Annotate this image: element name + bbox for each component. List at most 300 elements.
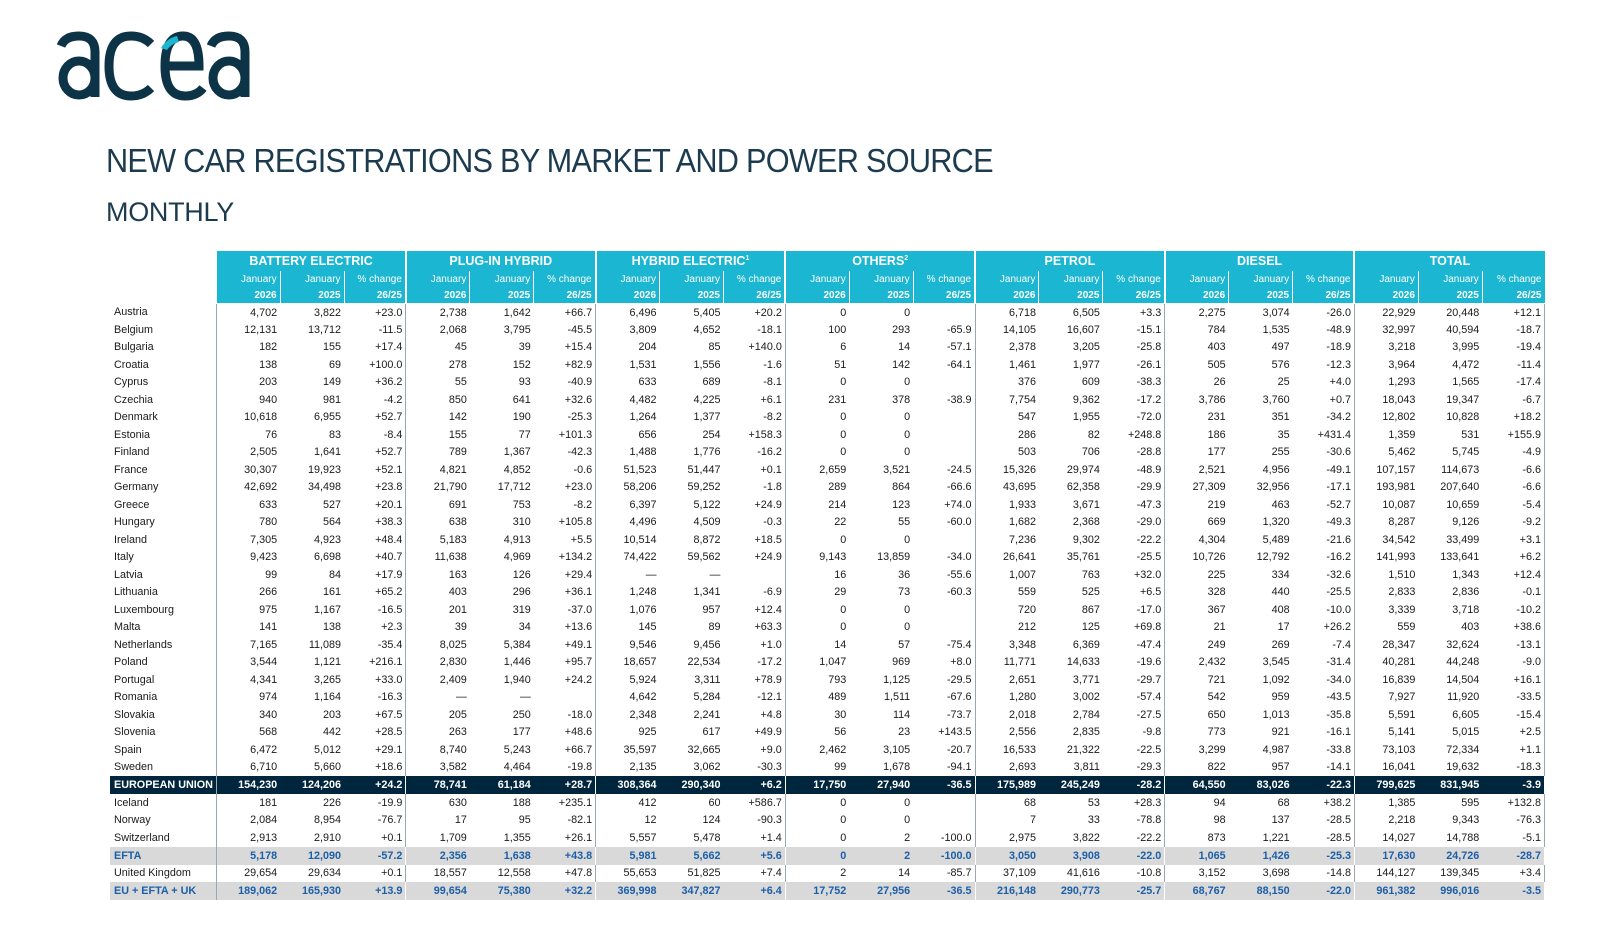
percent-change-cell: +100.0 xyxy=(344,356,406,374)
value-cell: 5,462 xyxy=(1388,446,1416,459)
value-cell: 1,007 xyxy=(1008,568,1036,581)
percent-change-cell: +6.2 xyxy=(1482,549,1544,567)
value-cell: 10,659 xyxy=(1446,498,1480,511)
value-cell: 310 xyxy=(512,516,531,529)
value-cell: 1,167 xyxy=(314,603,342,616)
table-row xyxy=(110,636,1545,654)
percent-change-cell: -38.3 xyxy=(1103,374,1165,392)
percent-change-cell: +3.1 xyxy=(1482,531,1544,549)
subheader-period: January xyxy=(1229,271,1293,287)
percent-change-cell: -33.8 xyxy=(1293,741,1355,759)
value-cell: 4,496 xyxy=(629,516,657,529)
value-cell: 0 xyxy=(904,428,911,441)
value-cell: 2,135 xyxy=(629,761,657,774)
value-cell: 177 xyxy=(512,726,531,739)
value-cell: 319 xyxy=(512,603,531,616)
country-name: Croatia xyxy=(110,356,216,374)
value-cell: 114 xyxy=(892,708,911,721)
value-cell: 219 xyxy=(1207,498,1226,511)
value-cell: 20,448 xyxy=(1446,306,1480,319)
percent-change-cell: -27.5 xyxy=(1103,706,1165,724)
percent-change-cell: -36.5 xyxy=(913,882,975,900)
percent-change-cell: +134.2 xyxy=(534,549,596,567)
country-name: Spain xyxy=(110,741,216,759)
table-row xyxy=(110,619,1545,637)
percent-change-cell: -48.9 xyxy=(1103,461,1165,479)
percent-change-cell: -16.2 xyxy=(1293,549,1355,567)
percent-change-cell: -29.9 xyxy=(1103,479,1165,497)
value-cell: 564 xyxy=(323,516,342,529)
percent-change-cell: -28.7 xyxy=(1482,847,1544,865)
percent-change-cell: +155.9 xyxy=(1482,426,1544,444)
value-cell: 73 xyxy=(898,586,911,599)
value-cell: 308,364 xyxy=(596,776,660,794)
value-cell: 799,625 xyxy=(1354,776,1418,794)
value-cell: 1,341 xyxy=(693,586,721,599)
value-cell: 61,184 xyxy=(470,776,534,794)
value-cell: 193,981 xyxy=(1376,481,1416,494)
value-cell: 780 xyxy=(259,516,278,529)
value-cell: 3,809 xyxy=(629,323,657,336)
subheader-year: 2025 xyxy=(1418,287,1482,304)
percent-change-cell: +20.1 xyxy=(344,496,406,514)
percent-change-cell: -16.2 xyxy=(723,444,785,462)
value-cell: 2,432 xyxy=(1198,656,1226,669)
percent-change-cell: -19.4 xyxy=(1482,339,1544,357)
percent-change-cell: -57.2 xyxy=(344,847,406,865)
percent-change-cell: +1.0 xyxy=(723,636,785,654)
value-cell: 3,105 xyxy=(883,743,911,756)
table-row xyxy=(110,794,1545,812)
percent-change-cell: +158.3 xyxy=(723,426,785,444)
value-cell: 3,964 xyxy=(1388,358,1416,371)
country-name: Germany xyxy=(110,479,216,497)
value-cell: 1,682 xyxy=(1008,516,1036,529)
percent-change-cell: -26.0 xyxy=(1293,304,1355,322)
percent-change-cell: -16.1 xyxy=(1293,724,1355,742)
value-cell: 0 xyxy=(904,376,911,389)
value-cell: 181 xyxy=(259,796,278,809)
value-cell: 141,993 xyxy=(1376,551,1416,564)
value-cell: 152 xyxy=(512,358,531,371)
value-cell: 3,698 xyxy=(1262,867,1290,880)
percent-change-cell: -1.6 xyxy=(723,356,785,374)
page-subtitle: MONTHLY xyxy=(106,197,234,227)
group-header-3 xyxy=(785,251,975,271)
value-cell: 789 xyxy=(448,446,467,459)
percent-change-cell: -26.1 xyxy=(1103,356,1165,374)
percent-change-cell: -3.9 xyxy=(1482,776,1544,794)
value-cell: 1,461 xyxy=(1008,358,1036,371)
percent-change-cell: -8.4 xyxy=(344,426,406,444)
percent-change-cell: -7.4 xyxy=(1293,636,1355,654)
value-cell: 2,218 xyxy=(1388,814,1416,827)
percent-change-cell: +48.4 xyxy=(344,531,406,549)
value-cell: 1,377 xyxy=(693,411,721,424)
percent-change-cell: -76.3 xyxy=(1482,812,1544,830)
value-cell: 4,969 xyxy=(503,551,531,564)
value-cell: 14,027 xyxy=(1382,831,1416,844)
country-name: France xyxy=(110,461,216,479)
value-cell: 83 xyxy=(329,428,342,441)
value-cell: 189,062 xyxy=(216,882,280,900)
percent-change-cell: +32.0 xyxy=(1103,566,1165,584)
value-cell: 9,423 xyxy=(250,551,278,564)
value-cell: 2,368 xyxy=(1072,516,1100,529)
percent-change-cell: +65.2 xyxy=(344,584,406,602)
percent-change-cell: -42.3 xyxy=(534,444,596,462)
value-cell: 1,940 xyxy=(503,673,531,686)
value-cell: 165,930 xyxy=(280,882,344,900)
percent-change-cell: -64.1 xyxy=(913,356,975,374)
value-cell: 94 xyxy=(1213,796,1226,809)
value-cell: 88,150 xyxy=(1229,882,1293,900)
value-cell: 568 xyxy=(259,726,278,739)
value-cell: 26,641 xyxy=(1002,551,1036,564)
value-cell: 9,302 xyxy=(1072,533,1100,546)
table-row xyxy=(110,514,1545,532)
subheader-period: January xyxy=(470,271,534,287)
group-header-label: PLUG-IN HYBRID xyxy=(449,254,553,268)
header-blank xyxy=(110,251,216,271)
subheader-year: 2025 xyxy=(849,287,913,304)
percent-change-cell: -73.7 xyxy=(913,706,975,724)
percent-change-cell: +6.1 xyxy=(723,391,785,409)
value-cell: 6,472 xyxy=(250,743,278,756)
value-cell: 1,385 xyxy=(1388,796,1416,809)
value-cell: 11,638 xyxy=(434,551,467,564)
percent-change-cell: -6.9 xyxy=(723,584,785,602)
value-cell: 8,872 xyxy=(693,533,721,546)
value-cell: 2,693 xyxy=(1008,761,1036,774)
value-cell: 2,462 xyxy=(819,743,847,756)
percent-change-cell: +105.8 xyxy=(534,514,596,532)
percent-change-cell: +36.2 xyxy=(344,374,406,392)
value-cell: 72,334 xyxy=(1446,743,1480,756)
value-cell: 107,157 xyxy=(1376,463,1416,476)
value-cell: 84 xyxy=(329,568,342,581)
subheader-period: January xyxy=(975,271,1039,287)
value-cell: 32,997 xyxy=(1382,323,1416,336)
value-cell: 32,665 xyxy=(687,743,721,756)
value-cell: 1,013 xyxy=(1262,708,1290,721)
percent-change-cell: -28.5 xyxy=(1293,829,1355,847)
value-cell: 609 xyxy=(1081,376,1100,389)
value-cell: — xyxy=(645,568,657,581)
percent-change-cell: +24.2 xyxy=(534,671,596,689)
country-name: Austria xyxy=(110,304,216,322)
percent-change-cell xyxy=(534,689,596,707)
value-cell: 155 xyxy=(448,428,467,441)
value-cell: 14 xyxy=(898,341,911,354)
value-cell: 5,662 xyxy=(660,847,724,865)
percent-change-cell: -38.9 xyxy=(913,391,975,409)
subheader-period: January xyxy=(1418,271,1482,287)
value-cell: 85 xyxy=(708,341,721,354)
percent-change-cell: -47.4 xyxy=(1103,636,1165,654)
value-cell: 2 xyxy=(849,847,913,865)
percent-change-cell xyxy=(913,409,975,427)
value-cell: 21,790 xyxy=(433,481,467,494)
value-cell: 0 xyxy=(904,533,911,546)
percent-change-cell: -21.6 xyxy=(1293,531,1355,549)
percent-change-cell: -32.6 xyxy=(1293,566,1355,584)
value-cell: 5,557 xyxy=(629,831,657,844)
value-cell: 23 xyxy=(898,726,911,739)
value-cell: 138 xyxy=(259,358,278,371)
percent-change-cell: -25.3 xyxy=(534,409,596,427)
value-cell: 957 xyxy=(1271,761,1290,774)
percent-change-cell: -45.5 xyxy=(534,321,596,339)
value-cell: 12,558 xyxy=(497,867,531,880)
value-cell: — xyxy=(709,568,721,581)
value-cell: 58,206 xyxy=(623,481,657,494)
value-cell: 0 xyxy=(840,603,847,616)
value-cell: 207,640 xyxy=(1440,481,1480,494)
value-cell: 3,074 xyxy=(1262,306,1290,319)
value-cell: 142 xyxy=(448,411,467,424)
value-cell: 155 xyxy=(323,341,342,354)
value-cell: 9,143 xyxy=(819,551,847,564)
value-cell: 35 xyxy=(1277,428,1290,441)
percent-change-cell: +33.0 xyxy=(344,671,406,689)
percent-change-cell: +52.7 xyxy=(344,444,406,462)
value-cell: 5,478 xyxy=(693,831,721,844)
value-cell: 463 xyxy=(1271,498,1290,511)
value-cell: 5,178 xyxy=(216,847,280,865)
percent-change-cell: +17.9 xyxy=(344,566,406,584)
subheader-year: 2025 xyxy=(1039,287,1103,304)
value-cell: 145 xyxy=(638,621,657,634)
value-cell: 77 xyxy=(518,428,531,441)
value-cell: 2,275 xyxy=(1198,306,1226,319)
value-cell: 29,654 xyxy=(244,867,278,880)
percent-change-cell: -31.4 xyxy=(1293,654,1355,672)
value-cell: 286 xyxy=(1017,428,1036,441)
subheader-year: 26/25 xyxy=(344,287,406,304)
table-row xyxy=(110,566,1545,584)
percent-change-cell: -66.6 xyxy=(913,479,975,497)
value-cell: 250 xyxy=(512,708,531,721)
value-cell: 1,641 xyxy=(314,446,342,459)
value-cell: 921 xyxy=(1271,726,1290,739)
value-cell: 64,550 xyxy=(1165,776,1229,794)
value-cell: 351 xyxy=(1271,411,1290,424)
table-row xyxy=(110,479,1545,497)
percent-change-cell: -36.5 xyxy=(913,776,975,794)
value-cell: 706 xyxy=(1081,446,1100,459)
percent-change-cell: -1.8 xyxy=(723,479,785,497)
table-row xyxy=(110,706,1545,724)
value-cell: 1,638 xyxy=(470,847,534,865)
subheader-period: January xyxy=(596,271,660,287)
value-cell: 231 xyxy=(1207,411,1226,424)
value-cell: 6,718 xyxy=(1008,306,1036,319)
group-header-label: HYBRID ELECTRIC xyxy=(631,254,746,268)
value-cell: 17,750 xyxy=(785,776,849,794)
value-cell: 6,698 xyxy=(314,551,342,564)
value-cell: 969 xyxy=(892,656,911,669)
percent-change-cell: -4.9 xyxy=(1482,444,1544,462)
value-cell: 22,534 xyxy=(687,656,721,669)
value-cell: 961,382 xyxy=(1354,882,1418,900)
value-cell: 1,065 xyxy=(1165,847,1229,865)
value-cell: 16,041 xyxy=(1382,761,1416,774)
value-cell: 5,745 xyxy=(1452,446,1480,459)
value-cell: 638 xyxy=(448,516,467,529)
value-cell: 1,426 xyxy=(1229,847,1293,865)
percent-change-cell: +6.4 xyxy=(723,882,785,900)
value-cell: 3,786 xyxy=(1198,393,1226,406)
value-cell: 0 xyxy=(904,411,911,424)
percent-change-cell: -6.6 xyxy=(1482,479,1544,497)
value-cell: 30 xyxy=(834,708,847,721)
percent-change-cell: +26.1 xyxy=(534,829,596,847)
value-cell: 0 xyxy=(904,446,911,459)
subheader-period: % change xyxy=(534,271,596,287)
percent-change-cell: +235.1 xyxy=(534,794,596,812)
value-cell: 27,940 xyxy=(849,776,913,794)
value-cell: 6,397 xyxy=(629,498,657,511)
value-cell: 0 xyxy=(904,796,911,809)
value-cell: 650 xyxy=(1207,708,1226,721)
value-cell: 497 xyxy=(1271,341,1290,354)
subheader-year: 2026 xyxy=(1165,287,1229,304)
country-name: Italy xyxy=(110,549,216,567)
percent-change-cell: -94.1 xyxy=(913,759,975,777)
value-cell: 7,754 xyxy=(1008,393,1036,406)
value-cell: 0 xyxy=(785,847,849,865)
value-cell: 51,447 xyxy=(687,463,721,476)
percent-change-cell: -76.7 xyxy=(344,812,406,830)
value-cell: 940 xyxy=(259,393,278,406)
country-name: Hungary xyxy=(110,514,216,532)
percent-change-cell: +0.7 xyxy=(1293,391,1355,409)
percent-change-cell: -100.0 xyxy=(913,847,975,865)
percent-change-cell: +36.1 xyxy=(534,584,596,602)
value-cell: 9,126 xyxy=(1452,516,1480,529)
value-cell: 263 xyxy=(448,726,467,739)
percent-change-cell: +12.4 xyxy=(723,601,785,619)
percent-change-cell: +586.7 xyxy=(723,794,785,812)
value-cell: 59,562 xyxy=(687,551,721,564)
percent-change-cell xyxy=(913,794,975,812)
value-cell: 0 xyxy=(840,831,847,844)
percent-change-cell xyxy=(723,566,785,584)
percent-change-cell: +18.5 xyxy=(723,531,785,549)
value-cell: 4,509 xyxy=(693,516,721,529)
percent-change-cell: +101.3 xyxy=(534,426,596,444)
subheader-year: 2026 xyxy=(406,287,470,304)
value-cell: 340 xyxy=(259,708,278,721)
table-row xyxy=(110,671,1545,689)
value-cell: 6,955 xyxy=(314,411,342,424)
subheader-year: 2025 xyxy=(660,287,724,304)
value-cell: 14 xyxy=(834,638,847,651)
value-cell: 15,326 xyxy=(1002,463,1036,476)
value-cell: 13,712 xyxy=(308,323,342,336)
value-cell: 125 xyxy=(1081,621,1100,634)
country-name: Latvia xyxy=(110,566,216,584)
value-cell: 68 xyxy=(1023,796,1036,809)
subheader-year: 26/25 xyxy=(723,287,785,304)
percent-change-cell: -19.9 xyxy=(344,794,406,812)
value-cell: 254 xyxy=(702,428,721,441)
value-cell: 831,945 xyxy=(1418,776,1482,794)
value-cell: 753 xyxy=(512,498,531,511)
value-cell: 95 xyxy=(518,814,531,827)
country-name: Luxembourg xyxy=(110,601,216,619)
value-cell: 1,047 xyxy=(819,656,847,669)
value-cell: 141 xyxy=(259,621,278,634)
value-cell: 617 xyxy=(702,726,721,739)
value-cell: 53 xyxy=(1087,796,1100,809)
percent-change-cell: +3.4 xyxy=(1482,865,1544,883)
country-name: Bulgaria xyxy=(110,339,216,357)
percent-change-cell xyxy=(913,531,975,549)
percent-change-cell: +67.5 xyxy=(344,706,406,724)
value-cell: 44,248 xyxy=(1446,656,1480,669)
value-cell: 996,016 xyxy=(1418,882,1482,900)
value-cell: 40,594 xyxy=(1446,323,1480,336)
percent-change-cell: -57.1 xyxy=(913,339,975,357)
value-cell: 784 xyxy=(1207,323,1226,336)
value-cell: 16,533 xyxy=(1002,743,1036,756)
percent-change-cell xyxy=(913,812,975,830)
percent-change-cell: -8.1 xyxy=(723,374,785,392)
percent-change-cell: +9.0 xyxy=(723,741,785,759)
value-cell: 144,127 xyxy=(1376,867,1416,880)
percent-change-cell: +13.9 xyxy=(344,882,406,900)
value-cell: 123 xyxy=(892,498,911,511)
value-cell: 35,761 xyxy=(1066,551,1100,564)
value-cell: 2,835 xyxy=(1072,726,1100,739)
percent-change-cell: +431.4 xyxy=(1293,426,1355,444)
value-cell: 0 xyxy=(840,814,847,827)
value-cell: 6,605 xyxy=(1452,708,1480,721)
country-name: United Kingdom xyxy=(110,865,216,883)
value-cell: 4,821 xyxy=(439,463,467,476)
country-name: Slovenia xyxy=(110,724,216,742)
value-cell: 1,709 xyxy=(439,831,467,844)
value-cell: 137 xyxy=(1271,814,1290,827)
subheader-period: January xyxy=(280,271,344,287)
percent-change-cell: -22.0 xyxy=(1103,847,1165,865)
table-row xyxy=(110,374,1545,392)
value-cell: 689 xyxy=(702,376,721,389)
value-cell: 7,927 xyxy=(1388,691,1416,704)
value-cell: 6,710 xyxy=(250,761,278,774)
value-cell: 1,320 xyxy=(1262,516,1290,529)
value-cell: 34,498 xyxy=(308,481,342,494)
value-cell: 154,230 xyxy=(216,776,280,794)
percent-change-cell: +5.5 xyxy=(534,531,596,549)
percent-change-cell: -9.0 xyxy=(1482,654,1544,672)
value-cell: 14,105 xyxy=(1002,323,1036,336)
percent-change-cell: +23.8 xyxy=(344,479,406,497)
value-cell: 2,738 xyxy=(439,306,467,319)
group-header-0 xyxy=(216,251,406,271)
value-cell: 5,243 xyxy=(503,743,531,756)
value-cell: 527 xyxy=(323,498,342,511)
value-cell: 2,018 xyxy=(1008,708,1036,721)
value-cell: 793 xyxy=(828,673,847,686)
value-cell: 68,767 xyxy=(1165,882,1229,900)
value-cell: 4,225 xyxy=(693,393,721,406)
percent-change-cell: +66.7 xyxy=(534,741,596,759)
percent-change-cell: -33.5 xyxy=(1482,689,1544,707)
table-row xyxy=(110,847,1545,865)
